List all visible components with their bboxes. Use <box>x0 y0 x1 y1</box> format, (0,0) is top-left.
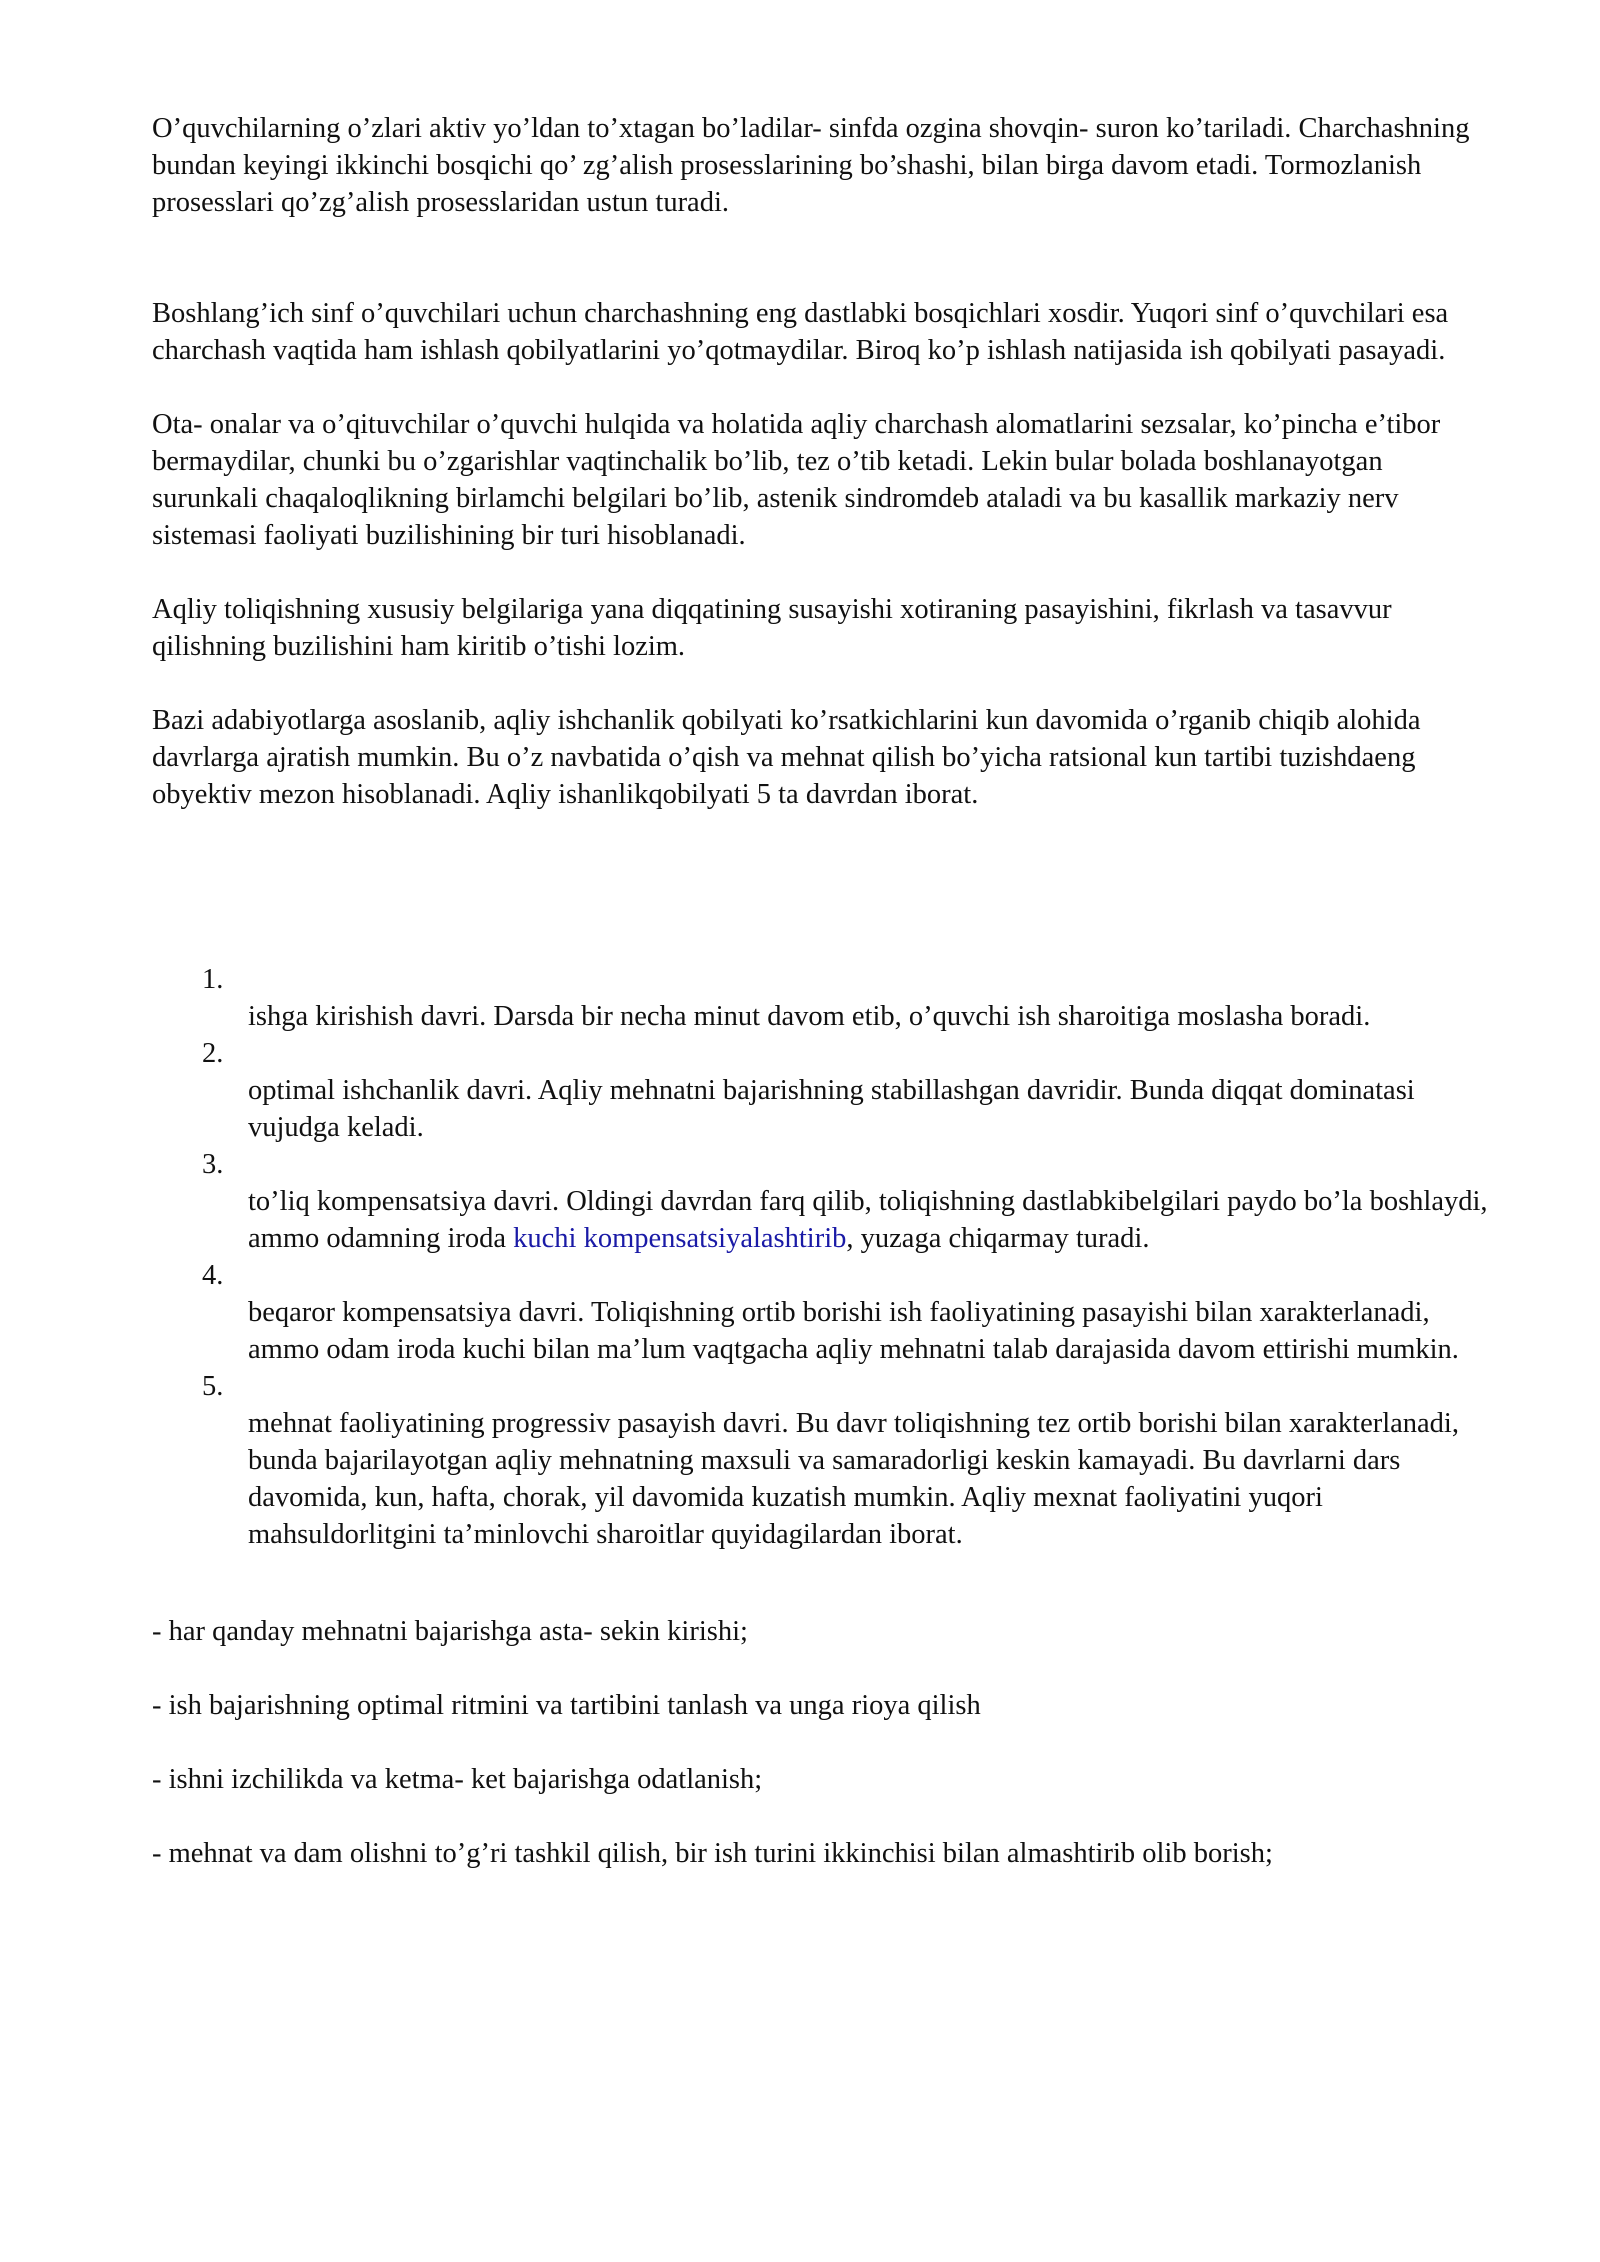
list-item-number: 2. <box>202 1038 224 1069</box>
paragraph-2: Boshlang’ich sinf o’quvchilari uchun charchashning eng dastlabki bosqichlari xosdir. Yuqori sinf o’quvchilari esa charchash vaqtida ham ishlash qobilyatlarini yo’qotmaydilar. Biroq ko’p ishlash natijasida ish qobilyati pasayadi. <box>152 298 1449 366</box>
paragraph-4: Aqliy toliqishning xususiy belgilariga yana diqqatining susayishi xotiraning pasayishini, fikrlash va tasavvur qilishning buzilishini ham kiritib o’tishi lozim. <box>152 594 1392 662</box>
list-item-number: 3. <box>202 1149 224 1180</box>
condition-item: - ishni izchilikda va ketma- ket bajarishga odatlanish; <box>152 1764 763 1795</box>
condition-item: - mehnat va dam olishni to’g’ri tashkil qilish, bir ish turini ikkinchisi bilan almashtirib olib borish; <box>152 1838 1273 1869</box>
paragraph-3: Ota- onalar va o’qituvchilar o’quvchi hulqida va holatida aqliy charchash alomatlarini sezsalar, ko’pincha e’tibor bermaydilar, chunki bu o’zgarishlar vaqtinchalik bo’lib, tez o’tib ketadi. Lekin bular bolada boshlanayotgan surunkali chaqaloqlikning birlamchi belgilari bo’lib, astenik sindromdeb ataladi va bu kasallik markaziy nerv sistemasi faoliyati buzilishining bir turi hisoblanadi. <box>152 409 1441 551</box>
list-item-text-before-link: to’liq kompensatsiya davri. Oldingi davrdan farq qilib, toliqishning dastlabkibelgilari paydo bo’la boshlaydi, ammo odamning iroda <box>248 1186 1488 1254</box>
list-item <box>152 1257 1492 1368</box>
document-page <box>152 110 1492 1909</box>
conditions-list <box>152 1613 1492 1872</box>
list-item-text: mehnat faoliyatining progressiv pasayish davri. Bu davr toliqishning tez ortib borishi bilan xarakterlanadi, bunda bajarilayotgan aqliy mehnatning maxsuli va samaradorligi keskin kamayadi. Bu davrlarni dars davomida, kun, hafta, chorak, yil davomida kuzatish mumkin. Aqliy mexnat faoliyatini yuqori mahsuldorlitgini ta’minlovchi sharoitlar quyidagilardan iborat. <box>248 1408 1459 1550</box>
list-item-number: 4. <box>202 1260 224 1291</box>
list-item <box>152 961 1492 1035</box>
list-item-number: 5. <box>202 1371 224 1402</box>
list-item-text: beqaror kompensatsiya davri. Toliqishning ortib borishi ish faoliyatining pasayishi bilan xarakterlanadi, ammo odam iroda kuchi bilan ma’lum vaqtgacha aqliy mehnatni talab darajasida davom ettirishi mumkin. <box>248 1297 1459 1365</box>
periods-list <box>152 961 1492 1553</box>
condition-item: - ish bajarishning optimal ritmini va tartibini tanlash va unga rioya qilish <box>152 1690 981 1721</box>
list-item <box>152 1368 1492 1553</box>
list-item-number: 1. <box>202 964 224 995</box>
inline-link[interactable]: kuchi kompensatsiyalashtirib <box>513 1223 847 1254</box>
list-item-text: ishga kirishish davri. Darsda bir necha minut davom etib, o’quvchi ish sharoitiga moslasha boradi. <box>248 1001 1371 1032</box>
list-item <box>152 1146 1492 1257</box>
list-item-text-after-link: , yuzaga chiqarmay turadi. <box>846 1223 1150 1254</box>
paragraph-5: Bazi adabiyotlarga asoslanib, aqliy ishchanlik qobilyati ko’rsatkichlarini kun davomida o’rganib chiqib alohida davrlarga ajratish mumkin. Bu o’z navbatida o’qish va mehnat qilish bo’yicha ratsional kun tartibi tuzishdaeng obyektiv mezon hisoblanadi. Aqliy ishanlikqobilyati 5 ta davrdan iborat. <box>152 705 1421 810</box>
list-item-text-with-link <box>248 1183 1492 1257</box>
list-item <box>152 1035 1492 1146</box>
paragraph-1: O’quvchilarning o’zlari aktiv yo’ldan to’xtagan bo’ladilar- sinfda ozgina shovqin- suron ko’tariladi. Charchashning bundan keyingi ikkinchi bosqichi qo’ zg’alish prosesslarining bo’shashi, bilan birga davom etadi. Tormozlanish prosesslari qo’zg’alish prosesslaridan ustun turadi. <box>152 113 1470 218</box>
list-item-text: optimal ishchanlik davri. Aqliy mehnatni bajarishning stabillashgan davridir. Bunda diqqat dominatasi vujudga keladi. <box>248 1075 1415 1143</box>
condition-item: - har qanday mehnatni bajarishga asta- sekin kirishi; <box>152 1616 748 1647</box>
